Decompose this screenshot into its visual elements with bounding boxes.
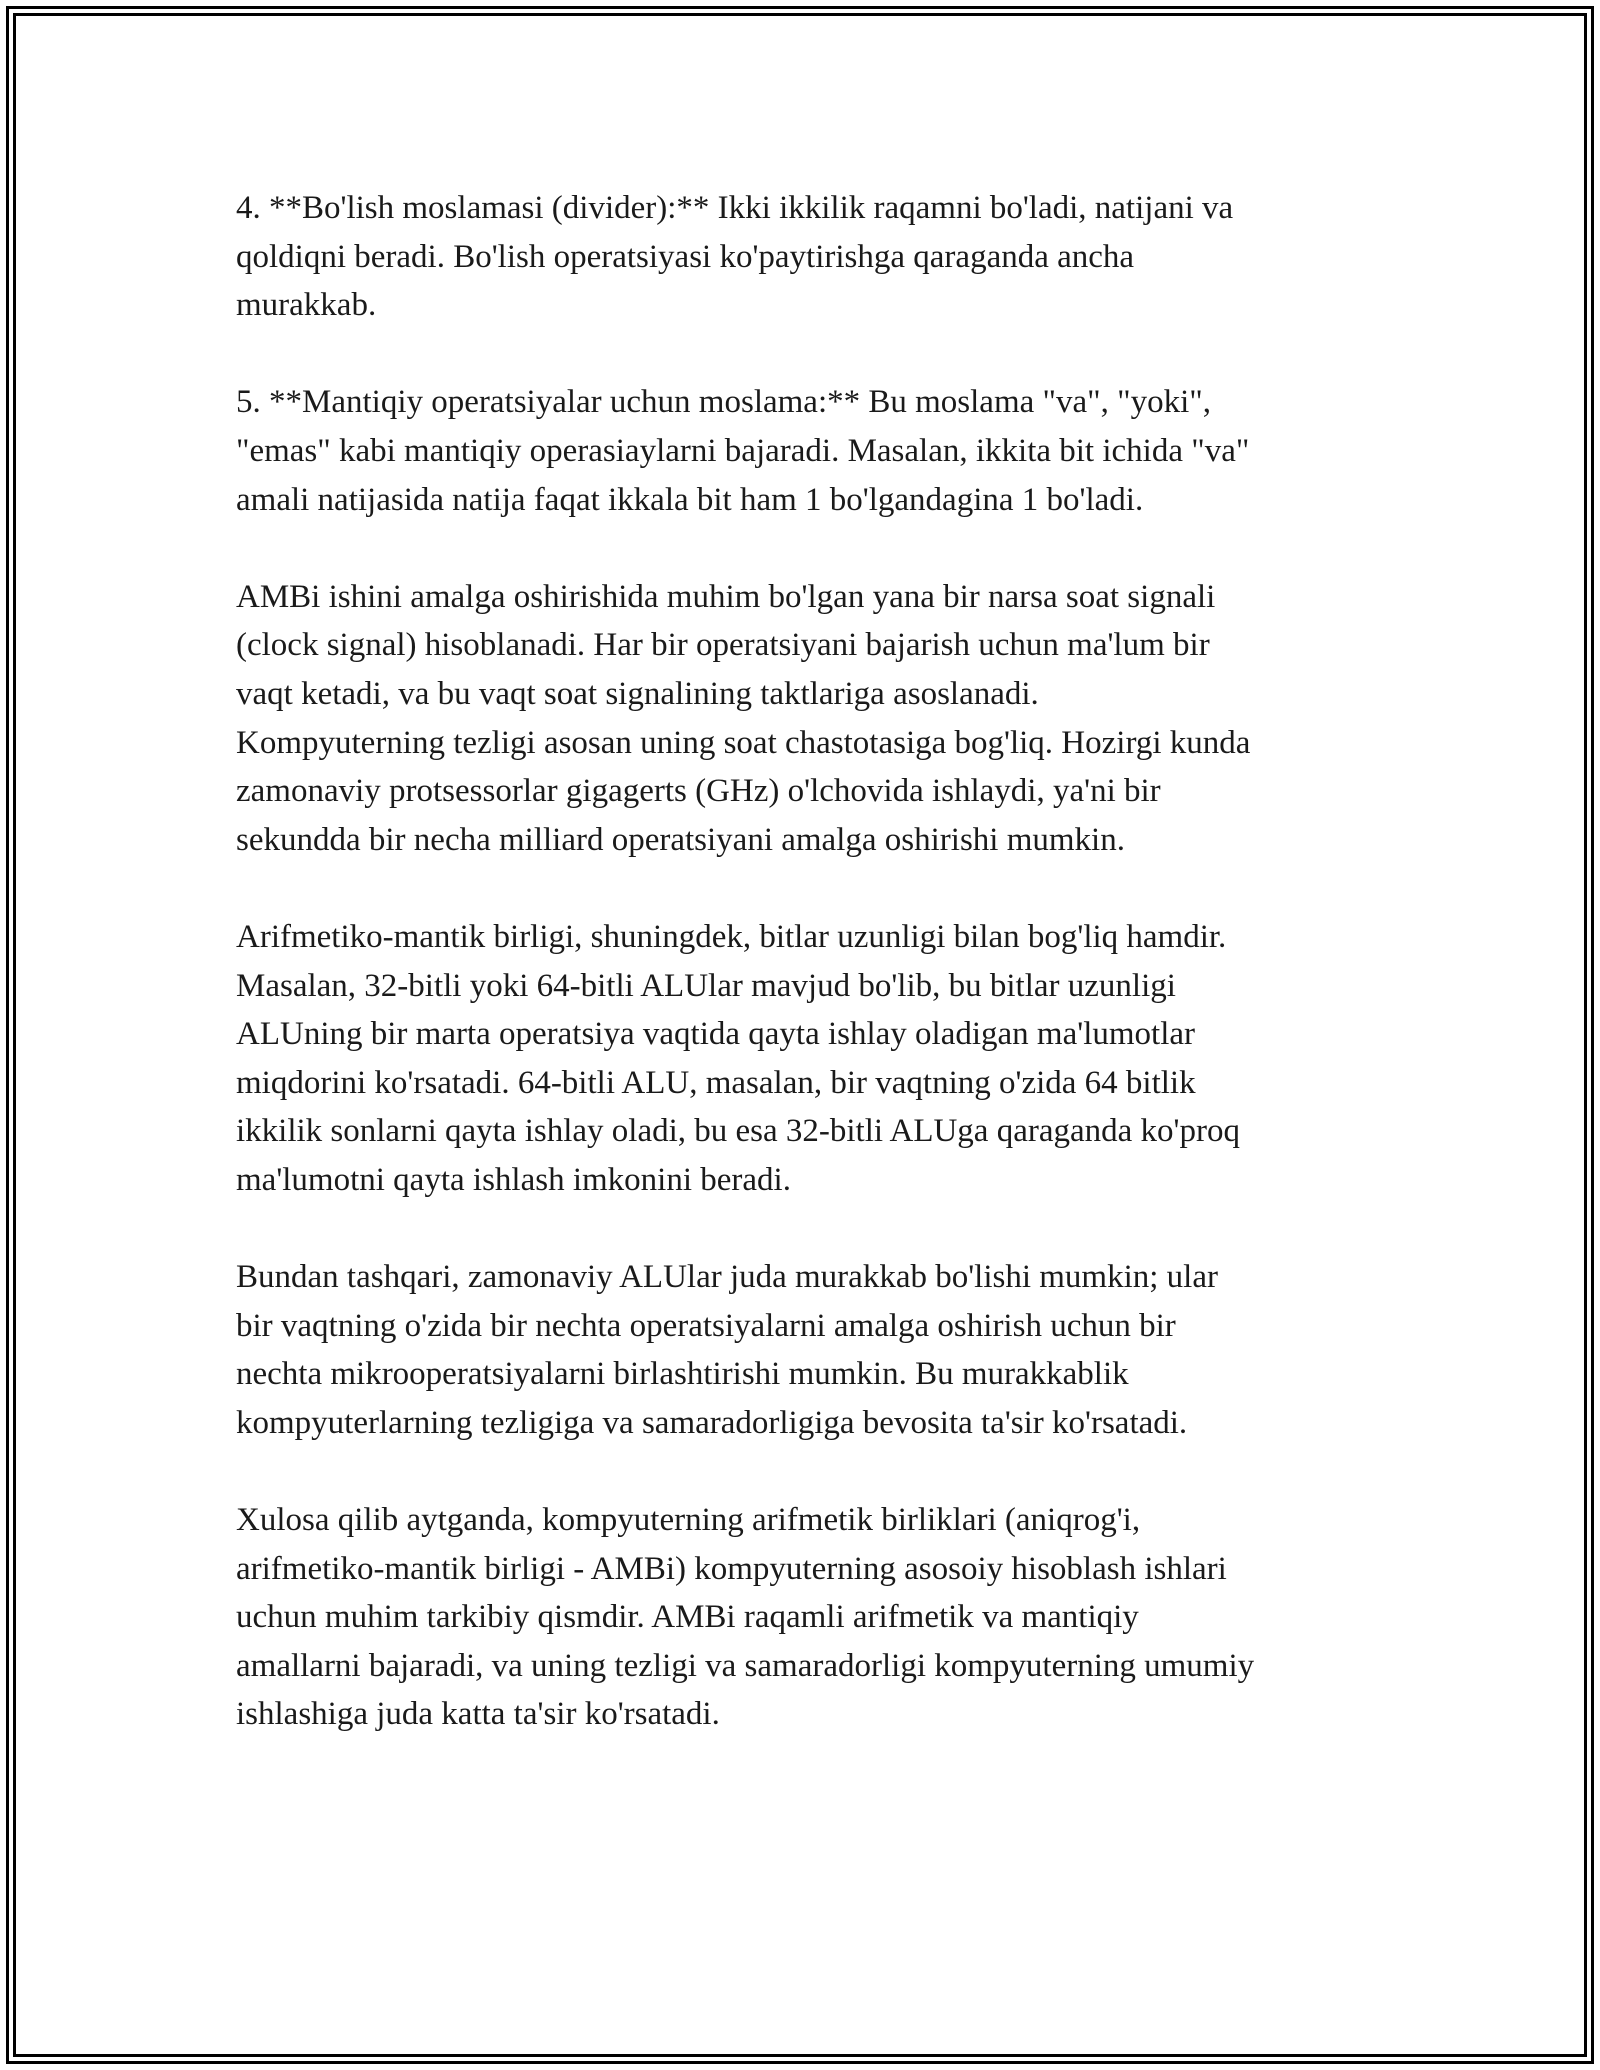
paragraph-divider-item: 4. **Bo'lish moslamasi (divider):** Ikki ikkilik raqamni bo'ladi, natijani va qoldiqni beradi. Bo'lish operatsiyasi ko'paytirishga qaraganda ancha murakkab. <box>236 190 1234 324</box>
paragraph-clock-signal: AMBi ishini amalga oshirishida muhim bo'lgan yana bir narsa soat signali (clock signal) hisoblanadi. Har bir operatsiyani bajarish uchun ma'lum bir vaqt ketadi, va bu vaqt soat signalining taktlariga asoslanadi. Kompyuterning tezligi asosan uning soat chastotasiga bog'liq. Hozirgi kunda zamonaviy protsessorlar gigagerts (GHz) o'lchovida ishlaydi, ya'ni bir sekundda bir necha milliard operatsiyani amalga oshirishi mumkin. <box>236 578 1251 858</box>
paragraph-conclusion: Xulosa qilib aytganda, kompyuterning arifmetik birliklari (aniqrog'i, arifmetiko-mantik birligi - AMBi) kompyuterning asosoiy hisoblash ishlari uchun muhim tarkibiy qismdir. AMBi raqamli arifmetik va mantiqiy amallarni bajaradi, va uning tezligi va samaradorligi kompyuterning umumiy ishlashiga juda katta ta'sir ko'rsatadi. <box>236 1502 1255 1733</box>
paragraph-modern-alu: Bundan tashqari, zamonaviy ALUlar juda murakkab bo'lishi mumkin; ular bir vaqtning o'zida bir nechta operatsiyalarni amalga oshirish uchun bir nechta mikrooperatsiyalarni birlashtirishi mumkin. Bu murakkablik kompyuterlarning tezligiga va samaradorligiga bevosita ta'sir ko'rsatadi. <box>236 1259 1218 1441</box>
paragraph-bit-width: Arifmetiko-mantik birligi, shuningdek, bitlar uzunligi bilan bog'liq hamdir. Masalan, 32-bitli yoki 64-bitli ALUlar mavjud bo'lib, bu bitlar uzunligi ALUning bir marta operatsiya vaqtida qayta ishlay oladigan ma'lumotlar miqdorini ko'rsatadi. 64-bitli ALU, masalan, bir vaqtning o'zida 64 bitlik ikkilik sonlarni qayta ishlay oladi, bu esa 32-bitli ALUga qaraganda ko'proq ma'lumotni qayta ishlash imkonini beradi. <box>236 918 1240 1198</box>
paragraph-logic-unit-item: 5. **Mantiqiy operatsiyalar uchun moslama:** Bu moslama "va", "yoki", "emas" kabi mantiqiy operasiaylarni bajaradi. Masalan, ikkita bit ichida "va" amali natijasida natija faqat ikkala bit ham 1 bo'lgandagina 1 bo'ladi. <box>236 384 1250 518</box>
document-body <box>236 184 1386 1788</box>
